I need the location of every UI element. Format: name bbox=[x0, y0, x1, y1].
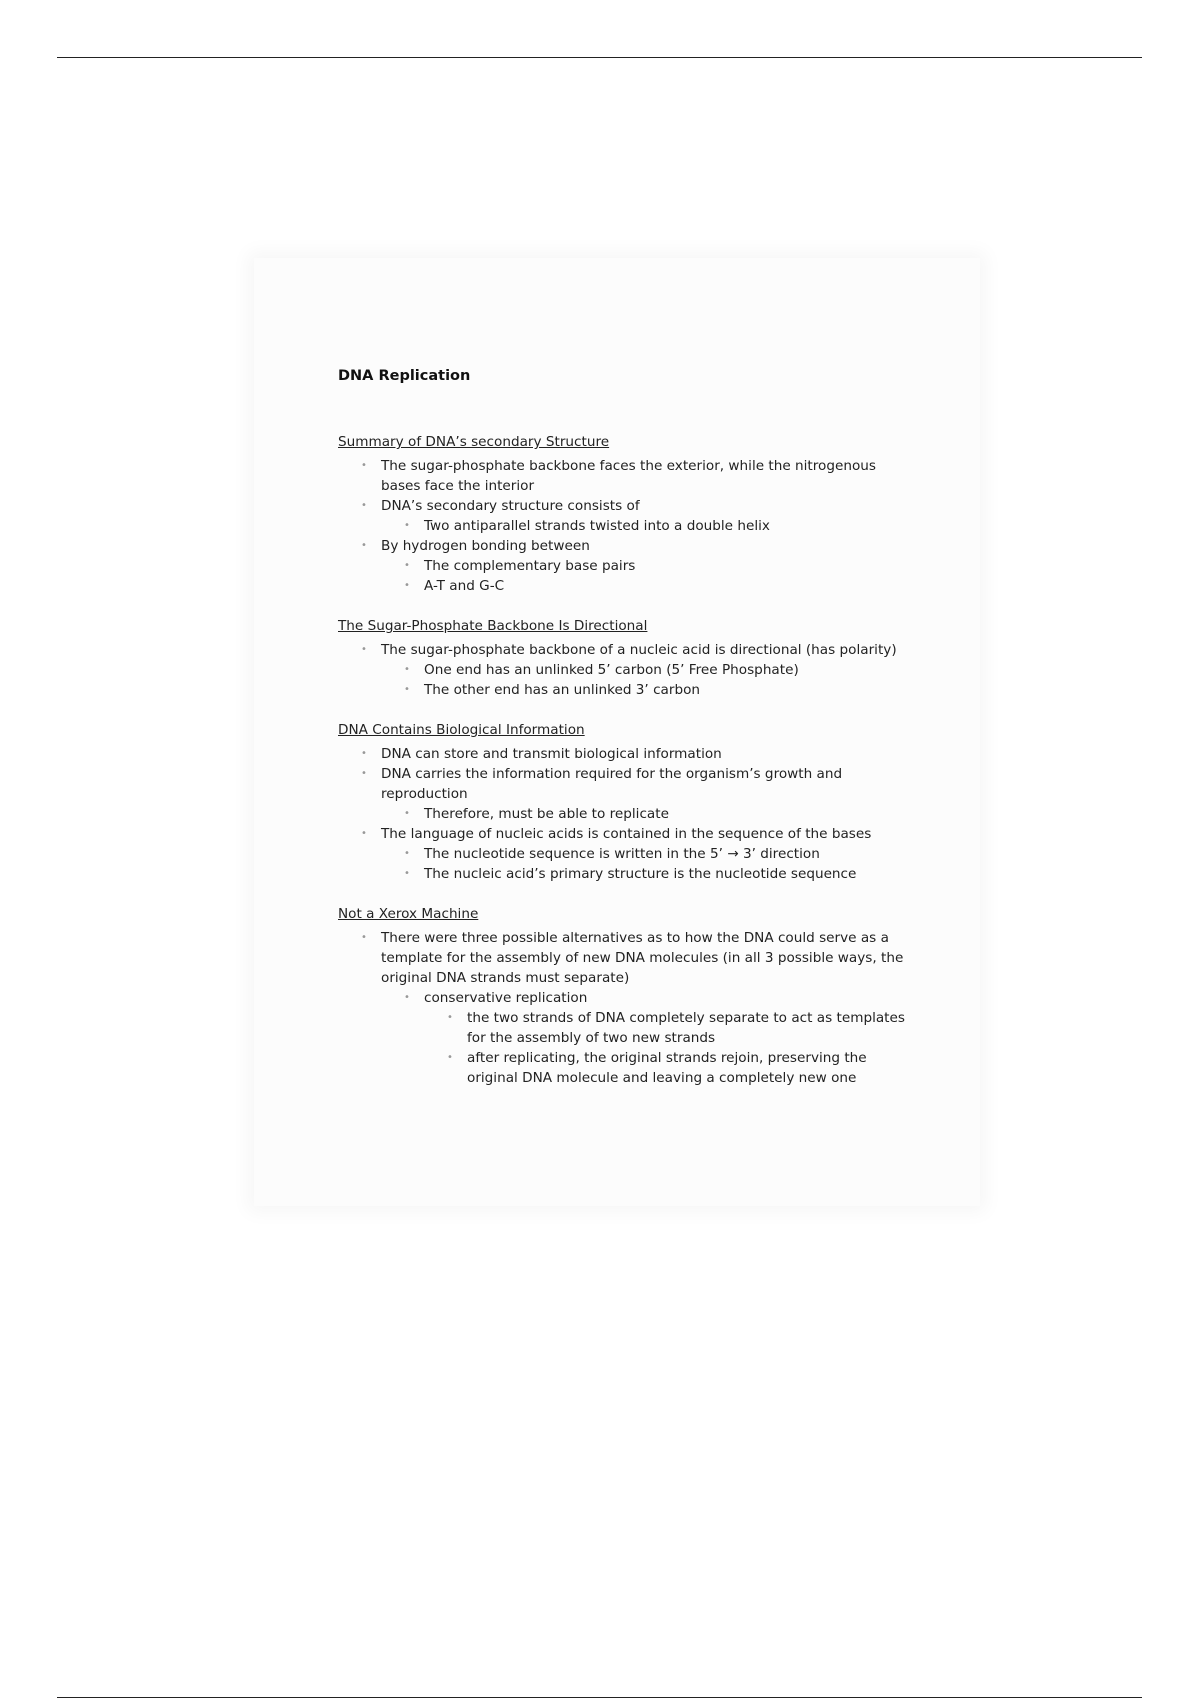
document-content bbox=[338, 366, 918, 1108]
list-item-text: A-T and G-C bbox=[424, 578, 505, 594]
list-item-text: after replicating, the original strands rejoin, preserving the original DNA molecule and leaving a completely new one bbox=[467, 1050, 867, 1086]
list-item-text: One end has an unlinked 5’ carbon (5’ Free Phosphate) bbox=[424, 662, 799, 678]
list-item bbox=[338, 660, 918, 680]
list-item bbox=[338, 804, 918, 824]
bullet-list bbox=[338, 456, 918, 596]
list-item-text: The sugar-phosphate backbone of a nucleic acid is directional (has polarity) bbox=[381, 642, 897, 658]
list-item-text: There were three possible alternatives as to how the DNA could serve as a template for the assembly of new DNA molecules (in all 3 possible ways, the original DNA strands must separate) bbox=[381, 930, 904, 986]
list-item bbox=[338, 864, 918, 884]
list-item-text: The language of nucleic acids is contained in the sequence of the bases bbox=[381, 826, 872, 842]
list-item bbox=[338, 744, 918, 764]
bullet-list bbox=[338, 744, 918, 884]
list-item-text: DNA can store and transmit biological information bbox=[381, 746, 722, 762]
document-title: DNA Replication bbox=[338, 368, 471, 384]
list-item bbox=[338, 988, 918, 1008]
list-item bbox=[338, 640, 918, 660]
document-sections bbox=[338, 432, 918, 1088]
list-item-text: By hydrogen bonding between bbox=[381, 538, 590, 554]
list-item bbox=[338, 844, 918, 864]
list-item-text: The nucleic acid’s primary structure is the nucleotide sequence bbox=[424, 866, 857, 882]
page-top-rule bbox=[57, 57, 1142, 58]
bullet-icon: • bbox=[361, 932, 367, 943]
list-item-text: The other end has an unlinked 3’ carbon bbox=[424, 682, 701, 698]
list-item bbox=[338, 576, 918, 596]
list-item bbox=[338, 764, 918, 804]
list-item bbox=[338, 556, 918, 576]
bullet-icon: • bbox=[404, 808, 410, 819]
list-item-text: The nucleotide sequence is written in the 5’ → 3’ direction bbox=[424, 846, 820, 862]
list-item bbox=[338, 1048, 918, 1088]
bullet-icon: • bbox=[404, 664, 410, 675]
bullet-list bbox=[338, 640, 918, 700]
list-item-text: conservative replication bbox=[424, 990, 588, 1006]
document-section bbox=[338, 720, 918, 884]
list-item bbox=[338, 824, 918, 844]
bullet-icon: • bbox=[447, 1012, 453, 1023]
list-item bbox=[338, 516, 918, 536]
section-heading: DNA Contains Biological Information bbox=[338, 722, 585, 738]
list-item bbox=[338, 496, 918, 516]
list-item bbox=[338, 1008, 918, 1048]
section-heading: The Sugar-Phosphate Backbone Is Directional bbox=[338, 618, 648, 634]
list-item-text: The sugar-phosphate backbone faces the exterior, while the nitrogenous bases face the interior bbox=[381, 458, 876, 494]
list-item-text: Two antiparallel strands twisted into a double helix bbox=[424, 518, 770, 534]
document-section bbox=[338, 904, 918, 1088]
section-heading: Summary of DNA’s secondary Structure bbox=[338, 434, 610, 450]
list-item bbox=[338, 456, 918, 496]
bullet-icon: • bbox=[361, 540, 367, 551]
bullet-icon: • bbox=[404, 992, 410, 1003]
bullet-icon: • bbox=[361, 644, 367, 655]
bullet-icon: • bbox=[361, 828, 367, 839]
list-item-text: Therefore, must be able to replicate bbox=[424, 806, 669, 822]
page-bottom-rule bbox=[57, 1697, 1142, 1698]
bullet-icon: • bbox=[404, 580, 410, 591]
bullet-icon: • bbox=[361, 460, 367, 471]
bullet-icon: • bbox=[361, 500, 367, 511]
list-item-text: DNA carries the information required for the organism’s growth and reproduction bbox=[381, 766, 843, 802]
bullet-icon: • bbox=[404, 560, 410, 571]
bullet-icon: • bbox=[404, 848, 410, 859]
document-section bbox=[338, 432, 918, 596]
bullet-icon: • bbox=[361, 748, 367, 759]
bullet-icon: • bbox=[361, 768, 367, 779]
list-item-text: the two strands of DNA completely separate to act as templates for the assembly of two new strands bbox=[467, 1010, 905, 1046]
bullet-list bbox=[338, 928, 918, 1088]
list-item-text: The complementary base pairs bbox=[424, 558, 636, 574]
list-item bbox=[338, 536, 918, 556]
bullet-icon: • bbox=[447, 1052, 453, 1063]
list-item bbox=[338, 680, 918, 700]
bullet-icon: • bbox=[404, 868, 410, 879]
bullet-icon: • bbox=[404, 684, 410, 695]
list-item-text: DNA’s secondary structure consists of bbox=[381, 498, 640, 514]
document-section bbox=[338, 616, 918, 700]
section-heading: Not a Xerox Machine bbox=[338, 906, 479, 922]
list-item bbox=[338, 928, 918, 988]
bullet-icon: • bbox=[404, 520, 410, 531]
